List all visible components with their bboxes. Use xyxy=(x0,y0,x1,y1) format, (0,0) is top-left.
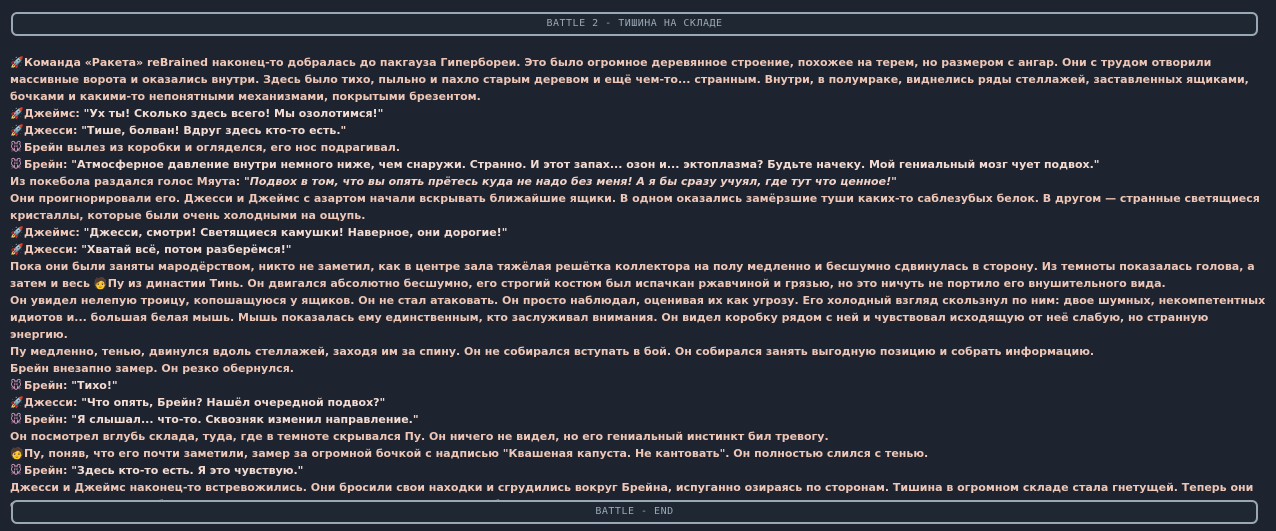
dialogue-line xyxy=(10,241,1266,258)
story-line xyxy=(10,445,1266,462)
rocket-icon: 🚀 xyxy=(10,124,24,137)
rocket-icon: 🚀 xyxy=(10,226,24,239)
dialogue-line xyxy=(10,224,1266,241)
speaker-name: Джеймс: xyxy=(24,107,80,120)
story-log xyxy=(10,54,1266,500)
story-line: Брейн внезапно замер. Он резко обернулся. xyxy=(10,362,294,375)
rocket-icon: 🚀 xyxy=(10,243,24,256)
speech-text: "Тише, болван! Вдруг здесь кто-то есть." xyxy=(77,124,347,137)
meowth-quote: "Подвох в том, что вы опять прётесь куда не надо без меня! А я бы сразу учуял, где тут что ценное!" xyxy=(244,175,897,188)
battle-start-title: BATTLE 2 - ТИШИНА НА СКЛАДЕ xyxy=(546,18,723,29)
person-icon: 🧑 xyxy=(10,447,24,460)
speech-text: "Ух ты! Сколько здесь всего! Мы озолотимся!" xyxy=(79,107,384,120)
dialogue-line xyxy=(10,105,1266,122)
story-line xyxy=(10,54,1266,105)
narration-text: Из покебола раздался голос Мяута: xyxy=(10,175,244,188)
dialogue-line xyxy=(10,462,1266,479)
story-line: Джесси и Джеймс наконец-то встревожились. Они бросили свои находки и сгрудились вокруг Брейна, испуганно озираясь по сторонам. Тишина в огромном складе стала гнетущей. Теперь они xyxy=(10,481,1254,494)
story-line: Они проигнорировали его. Джесси и Джеймс с азартом начали вскрывать ближайшие ящики. В одном оказались замёрзшие туши каких-то саблезубых белок. В другом — странные светящиеся кристаллы, которые были очень холодными на ощупь. xyxy=(10,192,1260,222)
mouse-icon: 🐭 xyxy=(10,158,22,171)
speaker-name: Брейн xyxy=(24,141,64,154)
story-line: Он посмотрел вглубь склада, туда, где в темноте скрывался Пу. Он ничего не видел, но его гениальный инстинкт бил тревогу. xyxy=(10,430,829,443)
dialogue-line xyxy=(10,377,1266,394)
rocket-icon: 🚀 xyxy=(10,107,24,120)
dialogue-line xyxy=(10,156,1266,173)
narration-text: вылез из коробки и огляделся, его нос подрагивал. xyxy=(63,141,401,154)
battle-end-title: BATTLE - END xyxy=(595,506,674,517)
battle-start-banner xyxy=(11,12,1258,36)
speaker-name: Пу из династии Тинь xyxy=(107,277,240,290)
dialogue-line xyxy=(10,411,1266,428)
rocket-icon: 🚀 xyxy=(10,396,24,409)
speaker-name: Джесси: xyxy=(24,124,78,137)
rocket-icon: 🚀 xyxy=(10,56,24,69)
mouse-icon: 🐭 xyxy=(10,379,22,392)
speaker-name: Джеймс: xyxy=(24,226,80,239)
speaker-name: Брейн: xyxy=(24,464,68,477)
story-line: Он увидел нелепую троицу, копошащуюся у ящиков. Он не стал атаковать. Он просто наблюдал, оценивая их как угрозу. Его холодный взгляд скользнул по ним: двое шумных, некомпетентных идиотов и... большая белая мышь. Мышь показалась ему единственным, кто заслуживал внимания. Он видел коробку рядом с ней и чувствовал исходящую от неё слабую, но странную энергию. xyxy=(10,294,1266,341)
speaker-name: Джесси: xyxy=(24,396,78,409)
narration-text: , поняв, что его почти заметили, замер за огромной бочкой с надписью "Квашеная капуста. Не кантовать". Он полностью слился с тенью. xyxy=(40,447,929,460)
speaker-name: Брейн: xyxy=(24,158,68,171)
mouse-icon: 🐭 xyxy=(10,464,22,477)
speaker-name: Брейн: xyxy=(24,379,68,392)
narration-text: . Он двигался абсолютно бесшумно, его строгий костюм был испачкан ржавчиной и грязью, но это ничуть не портило его внушительного вида. xyxy=(239,277,1166,290)
speech-text: "Что опять, Брейн? Нашёл очередной подвох?" xyxy=(77,396,386,409)
dialogue-line xyxy=(10,394,1266,411)
person-icon: 🧑 xyxy=(93,277,108,290)
speaker-name: Брейн: xyxy=(24,413,68,426)
speech-text: "Хватай всё, потом разберёмся!" xyxy=(77,243,292,256)
speech-text: "Атмосферное давление внутри немного ниже, чем снаружи. Странно. И этот запах... озон и... эктоплазма? Будьте начеку. Мой гениальный мозг чует подвох." xyxy=(67,158,1100,171)
speech-text: "Джесси, смотри! Светящиеся камушки! Наверное, они дорогие!" xyxy=(79,226,508,239)
story-line xyxy=(10,258,1266,292)
story-line xyxy=(10,173,1266,190)
story-line: Пу медленно, тенью, двинулся вдоль стеллажей, заходя им за спину. Он не собирался вступать в бой. Он собирался занять выгодную позицию и собрать информацию. xyxy=(10,345,1095,358)
speaker-name: Джесси: xyxy=(24,243,78,256)
speaker-name: Команда «Ракета» reBrained xyxy=(24,56,209,69)
narration-text: наконец-то добралась до пакгауза Гипербореи. Это было огромное деревянное строение, похожее на терем, но размером с ангар. Они с трудом отворили массивные ворота и оказались внутри. Здесь было тихо, пыльно и пахло старым деревом и ещё чем-то... странным. Внутри, в полумраке, виднелись ряды стеллажей, заставленных ящиками, бочками и какими-то непонятными механизмами, покрытыми брезентом. xyxy=(10,56,1249,103)
mouse-icon: 🐭 xyxy=(10,141,22,154)
battle-end-banner xyxy=(11,500,1258,524)
dialogue-line xyxy=(10,122,1266,139)
speech-text: "Я слышал... что-то. Сквозняк изменил направление." xyxy=(67,413,419,426)
mouse-icon: 🐭 xyxy=(10,413,22,426)
story-line xyxy=(10,139,1266,156)
speech-text: "Тихо!" xyxy=(67,379,118,392)
speech-text: "Здесь кто-то есть. Я это чувствую." xyxy=(67,464,304,477)
speaker-name: Пу xyxy=(24,447,41,460)
narration-text: Пока они были заняты мародёрством, никто не заметил, как в центре зала тяжёлая решётка коллектора на полу медленно и бесшумно сдвинулась в сторону. Из темноты показалась голова, а затем и весь xyxy=(10,260,1255,290)
